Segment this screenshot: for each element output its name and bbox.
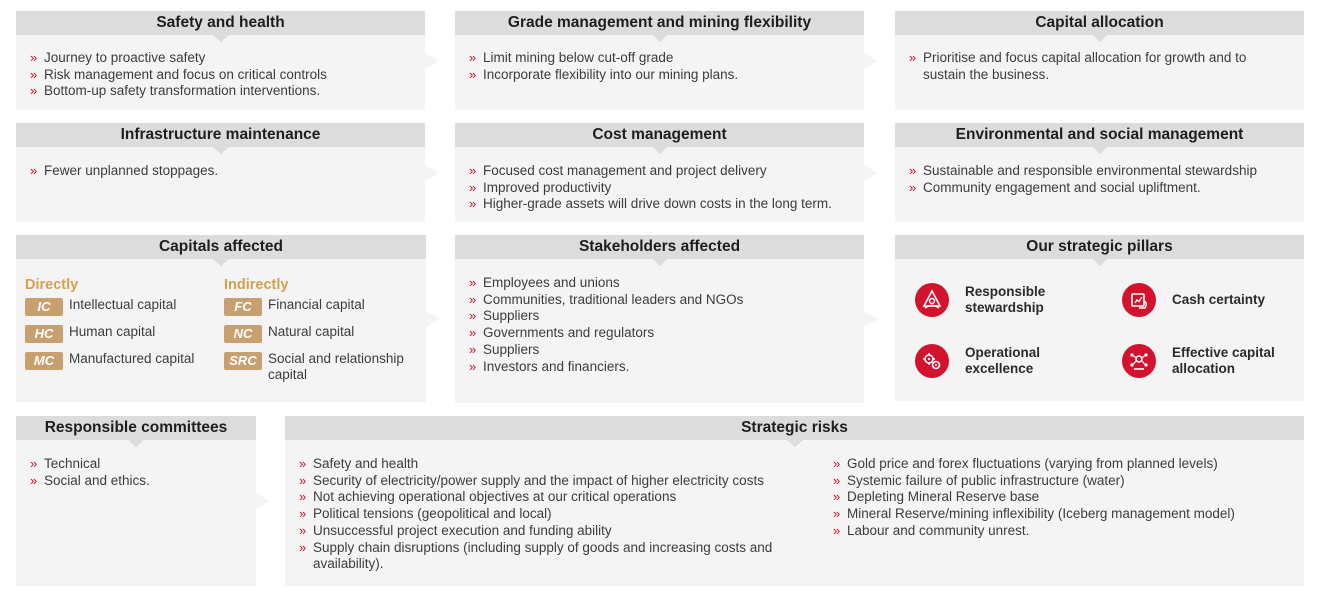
- gears-icon: [915, 344, 949, 378]
- grade-title: Grade management and mining flexibility: [455, 11, 864, 35]
- pillar-label: Effective capital allocation: [1172, 344, 1275, 376]
- stewardship-icon: [915, 283, 949, 317]
- list-item: » Limit mining below cut-off grade: [469, 50, 854, 67]
- risks-card: [285, 416, 1304, 586]
- list-item: » Bottom-up safety transformation interventions.: [30, 83, 415, 100]
- capitals-title: Capitals affected: [16, 235, 426, 259]
- list-item: » Supply chain disruptions (including supply of goods and increasing costs and availability).: [299, 540, 789, 573]
- capital-label: Human capital: [69, 324, 156, 339]
- stakeholders-card: [455, 235, 864, 403]
- capital-label: Financial capital: [268, 297, 365, 312]
- safety-list: [30, 50, 415, 100]
- cash-icon: [1122, 283, 1156, 317]
- list-item: » Governments and regulators: [469, 325, 854, 342]
- list-item: » Labour and community unrest.: [833, 523, 1293, 540]
- cost-title: Cost management: [455, 123, 864, 147]
- capital-label: Manufactured capital: [69, 351, 195, 366]
- list-item: » Sustainable and responsible environmental stewardship: [909, 163, 1294, 180]
- capital-badge: IC: [25, 298, 63, 316]
- capital-badge: MC: [25, 352, 63, 370]
- list-item: » Gold price and forex fluctuations (varying from planned levels): [833, 456, 1293, 473]
- capitals-card: [16, 235, 426, 402]
- capital-row: [224, 297, 420, 316]
- safety-title: Safety and health: [16, 11, 425, 35]
- list-item: » Safety and health: [299, 456, 789, 473]
- list-item: » Incorporate flexibility into our mining plans.: [469, 67, 854, 84]
- list-item: » Mineral Reserve/mining inflexibility (Iceberg management model): [833, 506, 1293, 523]
- list-item: » Community engagement and social upliftment.: [909, 180, 1294, 197]
- capitals-indirect-column: [224, 277, 420, 388]
- cost-list: [469, 163, 854, 213]
- safety-card: [16, 11, 425, 110]
- list-item: » Social and ethics.: [30, 473, 246, 490]
- pillar-label: Cash certainty: [1172, 291, 1266, 307]
- capitals-indirect-heading: Indirectly: [224, 277, 289, 293]
- pillar-operational: [915, 344, 1065, 378]
- list-item: » Improved productivity: [469, 180, 854, 197]
- capital-row: [224, 351, 420, 383]
- environment-title: Environmental and social management: [895, 123, 1304, 147]
- stakeholders-list: [469, 275, 854, 375]
- committees-title: Responsible committees: [16, 416, 256, 440]
- pillar-capital: [1122, 344, 1292, 378]
- network-icon: [1122, 344, 1156, 378]
- capital-row: [25, 351, 210, 370]
- list-item: » Higher-grade assets will drive down costs in the long term.: [469, 196, 854, 213]
- list-item: » Risk management and focus on critical controls: [30, 67, 415, 84]
- capitals-direct-heading: Directly: [25, 277, 79, 293]
- environment-list: [909, 163, 1294, 196]
- capital-badge: HC: [25, 325, 63, 343]
- list-item: » Focused cost management and project delivery: [469, 163, 854, 180]
- grade-list: [469, 50, 854, 83]
- committees-list: [30, 456, 246, 489]
- list-item: » Systemic failure of public infrastructure (water): [833, 473, 1293, 490]
- capital-badge: NC: [224, 325, 262, 343]
- grade-card: [455, 11, 864, 110]
- capital-label: Intellectual capital: [69, 297, 177, 312]
- risks-list-right: [833, 456, 1293, 540]
- risks-title: Strategic risks: [285, 416, 1304, 440]
- list-item: » Security of electricity/power supply and the impact of higher electricity costs: [299, 473, 789, 490]
- list-item: » Investors and financiers.: [469, 359, 854, 376]
- list-item: » Suppliers: [469, 342, 854, 359]
- capital-label: Natural capital: [268, 324, 355, 339]
- capital-row: [224, 324, 420, 343]
- list-item: » Not achieving operational objectives at our critical operations: [299, 489, 789, 506]
- environment-card: [895, 123, 1304, 222]
- list-item: » Fewer unplanned stoppages.: [30, 163, 415, 180]
- pillar-stewardship: [915, 283, 1065, 317]
- list-item: » Communities, traditional leaders and NGOs: [469, 292, 854, 309]
- list-item: » Technical: [30, 456, 246, 473]
- capital-row: [25, 324, 210, 343]
- stakeholders-title: Stakeholders affected: [455, 235, 864, 259]
- list-item: » Journey to proactive safety: [30, 50, 415, 67]
- list-item: » Unsuccessful project execution and funding ability: [299, 523, 789, 540]
- capital-label: Social and relationship capital: [268, 351, 404, 382]
- list-item: » Employees and unions: [469, 275, 854, 292]
- committees-card: [16, 416, 256, 586]
- pillars-title: Our strategic pillars: [895, 235, 1304, 259]
- cost-card: [455, 123, 864, 222]
- risks-list-left: [299, 456, 789, 573]
- capital-allocation-title: Capital allocation: [895, 11, 1304, 35]
- pillar-label: Responsible stewardship: [965, 283, 1046, 315]
- infrastructure-list: [30, 163, 415, 180]
- capital-badge: FC: [224, 298, 262, 316]
- infrastructure-card: [16, 123, 425, 222]
- pillar-label: Operational excellence: [965, 344, 1041, 376]
- capital-allocation-list: [909, 50, 1254, 83]
- list-item: » Depleting Mineral Reserve base: [833, 489, 1293, 506]
- list-item: » Political tensions (geopolitical and local): [299, 506, 789, 523]
- capital-allocation-card: [895, 11, 1304, 110]
- list-item: » Suppliers: [469, 308, 854, 325]
- capitals-direct-column: [25, 277, 210, 375]
- infrastructure-title: Infrastructure maintenance: [16, 123, 425, 147]
- list-item: » Prioritise and focus capital allocation for growth and to sustain the business.: [909, 50, 1254, 83]
- pillar-cash: [1122, 283, 1292, 317]
- capital-row: [25, 297, 210, 316]
- pillars-card: [895, 235, 1304, 401]
- capital-badge: SRC: [224, 352, 262, 370]
